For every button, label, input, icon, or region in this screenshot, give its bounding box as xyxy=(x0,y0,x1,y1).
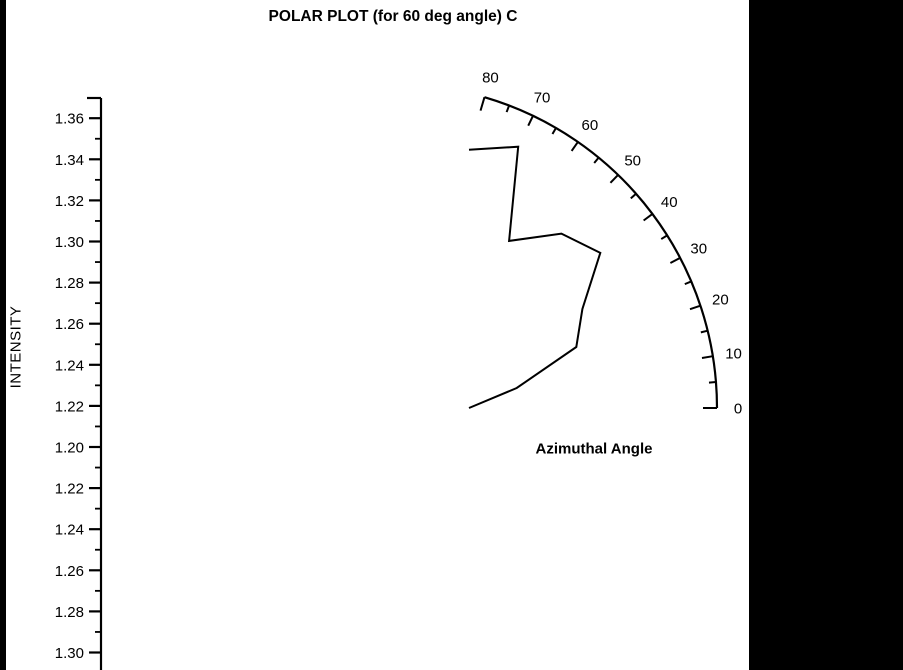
angular-axis-minor-tick xyxy=(685,281,691,284)
radial-axis-tick-label: 1.30 xyxy=(54,234,84,251)
radial-axis-title: INTENSITY xyxy=(7,305,25,389)
radial-axis-tick-label: 1.22 xyxy=(54,480,84,498)
angular-axis-minor-tick xyxy=(631,194,636,199)
radial-axis-tick-label: 1.20 xyxy=(54,439,84,457)
angular-axis-minor-tick xyxy=(701,331,708,333)
angular-axis-tick-label: 20 xyxy=(712,291,729,309)
data-curve xyxy=(469,147,600,408)
radial-axis-tick-label: 1.34 xyxy=(54,151,84,169)
chart-title: POLAR PLOT (for 60 deg angle) C xyxy=(268,8,518,25)
angular-axis-tick-label: 40 xyxy=(660,193,678,211)
radial-axis-tick-label: 1.30 xyxy=(54,645,84,662)
radial-axis-tick-label: 1.28 xyxy=(54,603,84,621)
radial-axis-tick-label: 1.26 xyxy=(54,562,84,580)
angular-axis-major-tick xyxy=(572,142,578,151)
angular-axis-major-tick xyxy=(644,214,653,221)
angular-axis-major-tick xyxy=(610,175,618,183)
angular-axis-minor-tick xyxy=(552,128,556,134)
radial-axis-tick-label: 1.24 xyxy=(54,357,84,375)
radial-axis-tick-label: 1.32 xyxy=(54,192,84,210)
angular-axis-minor-tick xyxy=(661,235,667,239)
radial-axis-tick-label: 1.26 xyxy=(54,316,84,334)
angular-axis-major-tick xyxy=(690,306,700,309)
angular-axis-tick-label: 80 xyxy=(482,69,499,87)
angular-axis-tick-label: 30 xyxy=(690,240,708,258)
angular-axis-tick-label: 70 xyxy=(533,89,551,107)
angular-axis-major-tick xyxy=(670,258,680,263)
angular-axis-tick-label: 0 xyxy=(733,400,743,418)
angular-axis-minor-tick xyxy=(594,158,598,163)
radial-axis-tick-label: 1.22 xyxy=(54,398,84,416)
angular-axis-tick-label: 10 xyxy=(725,345,742,363)
angular-axis-tick-label: 60 xyxy=(581,117,599,135)
angular-axis-major-tick xyxy=(702,356,713,358)
angular-axis-major-tick xyxy=(528,116,533,126)
angular-axis-minor-tick xyxy=(709,382,716,383)
radial-axis-tick-label: 1.36 xyxy=(54,110,84,128)
radial-axis-tick-label: 1.28 xyxy=(54,275,84,293)
angular-axis-tick-label: 50 xyxy=(624,152,642,170)
angular-axis-minor-tick xyxy=(507,106,510,113)
angular-axis-title: Azimuthal Angle xyxy=(535,440,653,458)
radial-axis-tick-label: 1.24 xyxy=(54,521,84,539)
angular-axis-end-cap xyxy=(481,97,485,110)
